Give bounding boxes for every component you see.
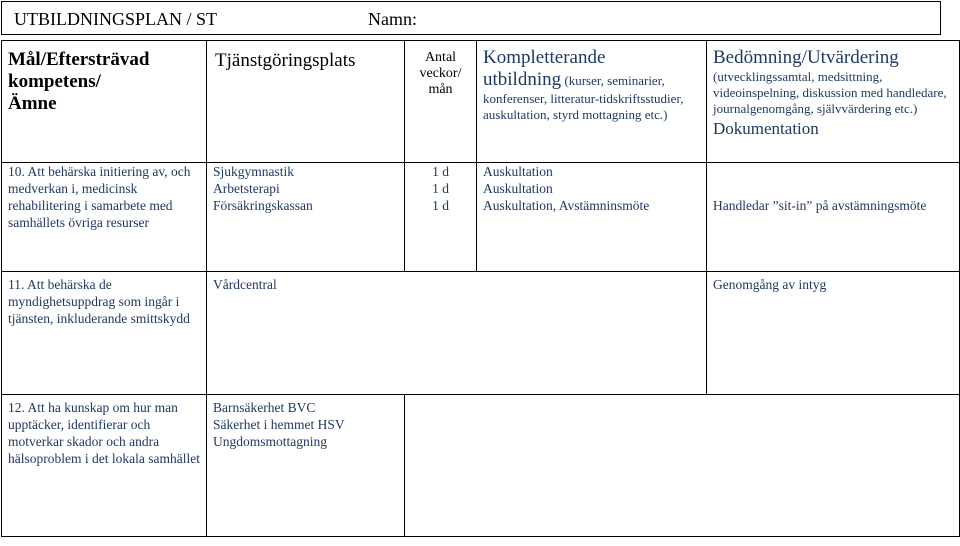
- row-antal: 1 d 1 d 1 d: [405, 163, 477, 272]
- row-bed: Handledar ”sit-in” på avstämningsmöte: [707, 163, 960, 272]
- row-bed: Genomgång av intyg: [707, 272, 960, 395]
- row-mal: 12. Att ha kunskap om hur man upptäcker, identifierar och motverkar skador och andra hälsoproblem i det lokala samhället: [2, 395, 207, 537]
- row-mal: 10. Att behärska initiering av, och medverkan i, medicinsk rehabilitering i samarbete med samhällets övriga resurser: [2, 163, 207, 272]
- col-header-plats: Tjänstgöringsplats: [207, 41, 405, 163]
- plan-table: [1, 40, 960, 537]
- col-header-mal: Mål/Eftersträvad kompetens/ Ämne: [2, 41, 207, 163]
- row-plats: Vårdcentral: [207, 272, 707, 395]
- name-label: Namn:: [368, 9, 417, 29]
- plan-title: UTBILDNINGSPLAN / ST: [14, 9, 218, 29]
- header-row: [2, 41, 960, 163]
- table-row: [2, 163, 960, 272]
- col-header-komp: Kompletterande utbildning (kurser, seminarier, konferenser, litteratur-tidskriftsstudier, auskultation, styrd mottagning etc.): [477, 41, 707, 163]
- header-box: [1, 1, 941, 35]
- row-mal: 11. Att behärska de myndighetsuppdrag som ingår i tjänsten, inkluderande smittskydd: [2, 272, 207, 395]
- row-plats: Barnsäkerhet BVC Säkerhet i hemmet HSV Ungdomsmottagning: [207, 395, 405, 537]
- table-row: [2, 272, 960, 395]
- col-header-bed: Bedömning/Utvärdering (utvecklingssamtal, medsittning, videoinspelning, diskussion med handledare, journalgenomgång, självvärdering etc.) Dokumentation: [707, 41, 960, 163]
- col-header-antal: Antal veckor/ mån: [405, 41, 477, 163]
- empty-cell: [405, 395, 960, 537]
- row-plats: Sjukgymnastik Arbetsterapi Försäkringskassan: [207, 163, 405, 272]
- table-row: [2, 395, 960, 537]
- row-komp: Auskultation Auskultation Auskultation, Avstämninsmöte: [477, 163, 707, 272]
